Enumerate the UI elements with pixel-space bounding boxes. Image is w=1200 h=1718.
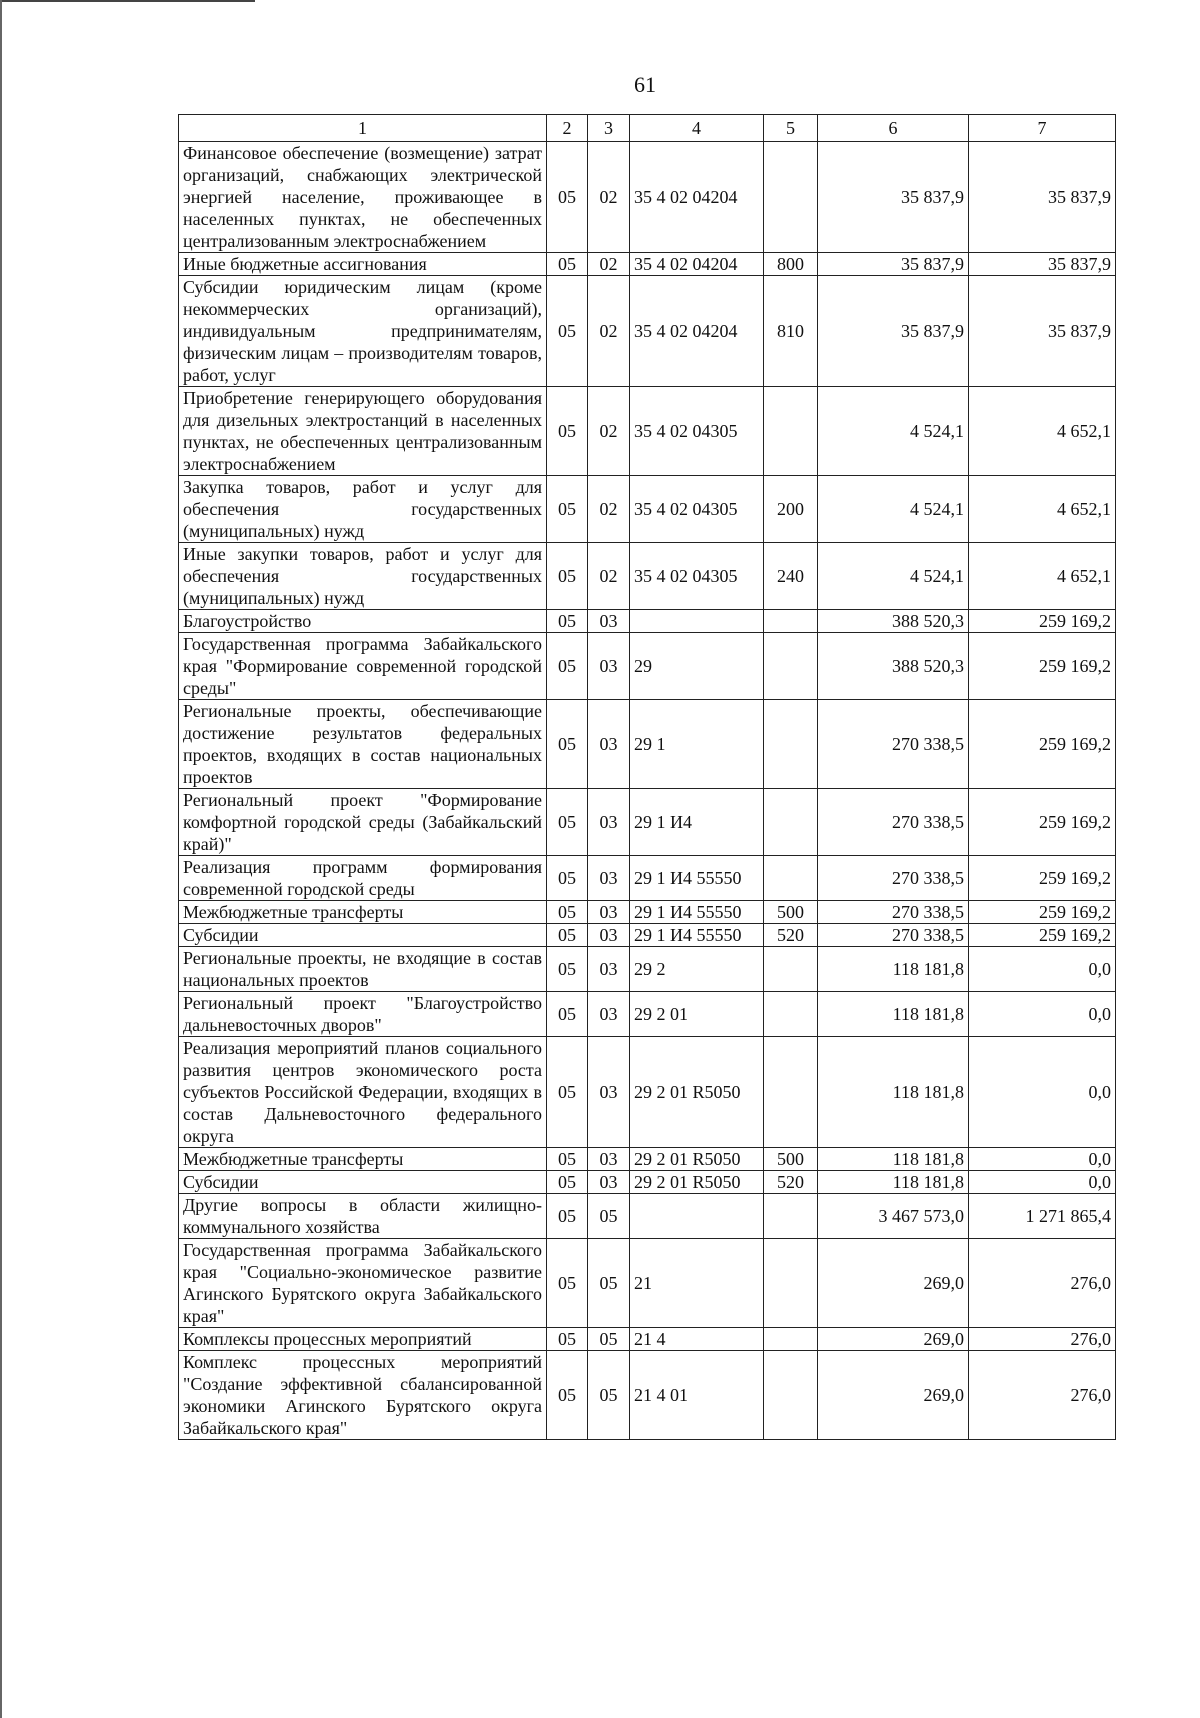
header-cell-1: 1: [179, 115, 547, 142]
subsection-code-cell: 03: [588, 924, 630, 947]
expense-type-cell: [764, 856, 818, 901]
amount-col7-cell: 259 169,2: [969, 700, 1116, 789]
amount-col6-cell: 118 181,8: [818, 1148, 969, 1171]
amount-col7-cell: 259 169,2: [969, 901, 1116, 924]
header-row: [179, 115, 1116, 142]
target-article-cell: 21 4: [630, 1328, 764, 1351]
expense-type-cell: 520: [764, 1171, 818, 1194]
table-row: [179, 1328, 1116, 1351]
row-name-cell: Комплекс процессных мероприятий "Создание эффективной сбалансированной экономики Агинского Бурятского округа Забайкальского края": [179, 1351, 547, 1440]
row-name-cell: Региональные проекты, не входящие в состав национальных проектов: [179, 947, 547, 992]
amount-col6-cell: 4 524,1: [818, 387, 969, 476]
subsection-code-cell: 02: [588, 276, 630, 387]
section-code-cell: 05: [547, 789, 588, 856]
subsection-code-cell: 03: [588, 1171, 630, 1194]
table-row: [179, 856, 1116, 901]
row-name-cell: Реализация мероприятий планов социального развития центров экономического роста субъектов Российской Федерации, входящих в состав Дальневосточного федерального округа: [179, 1037, 547, 1148]
amount-col6-cell: 118 181,8: [818, 1171, 969, 1194]
target-article-cell: 35 4 02 04305: [630, 387, 764, 476]
row-name-cell: Субсидии: [179, 1171, 547, 1194]
section-code-cell: 05: [547, 476, 588, 543]
amount-col6-cell: 3 467 573,0: [818, 1194, 969, 1239]
table-row: [179, 1239, 1116, 1328]
amount-col6-cell: 270 338,5: [818, 856, 969, 901]
row-name-cell: Межбюджетные трансферты: [179, 901, 547, 924]
subsection-code-cell: 03: [588, 992, 630, 1037]
section-code-cell: 05: [547, 1239, 588, 1328]
section-code-cell: 05: [547, 276, 588, 387]
amount-col7-cell: 276,0: [969, 1328, 1116, 1351]
subsection-code-cell: 03: [588, 610, 630, 633]
row-name-cell: Субсидии: [179, 924, 547, 947]
header-cell-5: 5: [764, 115, 818, 142]
target-article-cell: 21 4 01: [630, 1351, 764, 1440]
amount-col6-cell: 118 181,8: [818, 947, 969, 992]
target-article-cell: 35 4 02 04204: [630, 253, 764, 276]
table-row: [179, 276, 1116, 387]
row-name-cell: Региональные проекты, обеспечивающие достижение результатов федеральных проектов, входящих в состав национальных проектов: [179, 700, 547, 789]
amount-col7-cell: 0,0: [969, 1148, 1116, 1171]
amount-col7-cell: 0,0: [969, 1037, 1116, 1148]
subsection-code-cell: 03: [588, 901, 630, 924]
target-article-cell: 29 1 И4 55550: [630, 924, 764, 947]
row-name-cell: Региональный проект "Формирование комфортной городской среды (Забайкальский край)": [179, 789, 547, 856]
section-code-cell: 05: [547, 992, 588, 1037]
table-row: [179, 992, 1116, 1037]
amount-col6-cell: 269,0: [818, 1351, 969, 1440]
subsection-code-cell: 05: [588, 1239, 630, 1328]
expense-type-cell: 200: [764, 476, 818, 543]
subsection-code-cell: 02: [588, 387, 630, 476]
expense-type-cell: [764, 1037, 818, 1148]
amount-col7-cell: 35 837,9: [969, 276, 1116, 387]
amount-col6-cell: 388 520,3: [818, 610, 969, 633]
expense-type-cell: [764, 992, 818, 1037]
target-article-cell: 29 1 И4: [630, 789, 764, 856]
amount-col6-cell: 35 837,9: [818, 276, 969, 387]
table-row: [179, 924, 1116, 947]
target-article-cell: 29 2 01 R5050: [630, 1037, 764, 1148]
row-name-cell: Государственная программа Забайкальского края "Социально-экономическое развитие Агинского Бурятского округа Забайкальского края": [179, 1239, 547, 1328]
section-code-cell: 05: [547, 387, 588, 476]
amount-col6-cell: 118 181,8: [818, 992, 969, 1037]
subsection-code-cell: 03: [588, 856, 630, 901]
amount-col7-cell: 35 837,9: [969, 253, 1116, 276]
expense-type-cell: 520: [764, 924, 818, 947]
row-name-cell: Субсидии юридическим лицам (кроме некоммерческих организаций), индивидуальным предпринимателям, физическим лицам – производителям товаров, работ, услуг: [179, 276, 547, 387]
expense-type-cell: [764, 633, 818, 700]
table-row: [179, 142, 1116, 253]
amount-col7-cell: 276,0: [969, 1351, 1116, 1440]
section-code-cell: 05: [547, 856, 588, 901]
expense-type-cell: [764, 947, 818, 992]
table-row: [179, 476, 1116, 543]
scan-edge-top: [0, 0, 255, 2]
table-row: [179, 1194, 1116, 1239]
table-row: [179, 947, 1116, 992]
expense-type-cell: 800: [764, 253, 818, 276]
target-article-cell: [630, 610, 764, 633]
section-code-cell: 05: [547, 700, 588, 789]
target-article-cell: 35 4 02 04204: [630, 276, 764, 387]
table-row: [179, 1351, 1116, 1440]
expense-type-cell: [764, 1194, 818, 1239]
header-cell-4: 4: [630, 115, 764, 142]
target-article-cell: 35 4 02 04305: [630, 476, 764, 543]
expense-type-cell: [764, 700, 818, 789]
amount-col7-cell: 0,0: [969, 992, 1116, 1037]
header-cell-3: 3: [588, 115, 630, 142]
row-name-cell: Межбюджетные трансферты: [179, 1148, 547, 1171]
amount-col6-cell: 35 837,9: [818, 253, 969, 276]
page-number: 61: [634, 72, 656, 97]
subsection-code-cell: 03: [588, 947, 630, 992]
section-code-cell: 05: [547, 924, 588, 947]
target-article-cell: 29 2 01 R5050: [630, 1148, 764, 1171]
amount-col7-cell: 0,0: [969, 1171, 1116, 1194]
row-name-cell: Иные бюджетные ассигнования: [179, 253, 547, 276]
target-article-cell: 35 4 02 04305: [630, 543, 764, 610]
header-cell-2: 2: [547, 115, 588, 142]
subsection-code-cell: 03: [588, 1037, 630, 1148]
amount-col7-cell: 4 652,1: [969, 543, 1116, 610]
expense-type-cell: [764, 610, 818, 633]
row-name-cell: Региональный проект "Благоустройство дальневосточных дворов": [179, 992, 547, 1037]
expense-type-cell: [764, 142, 818, 253]
subsection-code-cell: 05: [588, 1328, 630, 1351]
subsection-code-cell: 02: [588, 142, 630, 253]
table-row: [179, 253, 1116, 276]
table-row: [179, 1171, 1116, 1194]
section-code-cell: 05: [547, 633, 588, 700]
expense-type-cell: 240: [764, 543, 818, 610]
target-article-cell: 29 2: [630, 947, 764, 992]
section-code-cell: 05: [547, 1037, 588, 1148]
amount-col6-cell: 270 338,5: [818, 924, 969, 947]
amount-col6-cell: 270 338,5: [818, 700, 969, 789]
target-article-cell: 29 1: [630, 700, 764, 789]
table-row: [179, 543, 1116, 610]
expense-type-cell: 500: [764, 901, 818, 924]
expense-type-cell: 500: [764, 1148, 818, 1171]
row-name-cell: Комплексы процессных мероприятий: [179, 1328, 547, 1351]
amount-col7-cell: 259 169,2: [969, 633, 1116, 700]
target-article-cell: 29: [630, 633, 764, 700]
row-name-cell: Иные закупки товаров, работ и услуг для обеспечения государственных (муниципальных) нужд: [179, 543, 547, 610]
subsection-code-cell: 05: [588, 1351, 630, 1440]
amount-col6-cell: 269,0: [818, 1239, 969, 1328]
table-row: [179, 1037, 1116, 1148]
subsection-code-cell: 03: [588, 633, 630, 700]
section-code-cell: 05: [547, 610, 588, 633]
amount-col6-cell: 270 338,5: [818, 789, 969, 856]
expense-type-cell: [764, 789, 818, 856]
section-code-cell: 05: [547, 1328, 588, 1351]
table-row: [179, 633, 1116, 700]
table-row: [179, 1148, 1116, 1171]
amount-col7-cell: 1 271 865,4: [969, 1194, 1116, 1239]
subsection-code-cell: 02: [588, 476, 630, 543]
subsection-code-cell: 03: [588, 789, 630, 856]
section-code-cell: 05: [547, 1194, 588, 1239]
subsection-code-cell: 03: [588, 700, 630, 789]
table-row: [179, 610, 1116, 633]
row-name-cell: Финансовое обеспечение (возмещение) затрат организаций, снабжающих электрической энергией население, проживающее в населенных пунктах, не обеспеченных централизованным электроснабжением: [179, 142, 547, 253]
section-code-cell: 05: [547, 947, 588, 992]
subsection-code-cell: 05: [588, 1194, 630, 1239]
header-cell-7: 7: [969, 115, 1116, 142]
target-article-cell: 29 1 И4 55550: [630, 856, 764, 901]
target-article-cell: 29 1 И4 55550: [630, 901, 764, 924]
section-code-cell: 05: [547, 901, 588, 924]
row-name-cell: Приобретение генерирующего оборудования для дизельных электростанций в населенных пунктах, не обеспеченных централизованным электроснабжением: [179, 387, 547, 476]
amount-col6-cell: 388 520,3: [818, 633, 969, 700]
amount-col6-cell: 4 524,1: [818, 476, 969, 543]
target-article-cell: 29 2 01: [630, 992, 764, 1037]
amount-col7-cell: 35 837,9: [969, 142, 1116, 253]
header-cell-6: 6: [818, 115, 969, 142]
section-code-cell: 05: [547, 142, 588, 253]
section-code-cell: 05: [547, 253, 588, 276]
row-name-cell: Закупка товаров, работ и услуг для обеспечения государственных (муниципальных) нужд: [179, 476, 547, 543]
table-row: [179, 789, 1116, 856]
section-code-cell: 05: [547, 1351, 588, 1440]
target-article-cell: [630, 1194, 764, 1239]
amount-col7-cell: 259 169,2: [969, 924, 1116, 947]
section-code-cell: 05: [547, 543, 588, 610]
row-name-cell: Благоустройство: [179, 610, 547, 633]
section-code-cell: 05: [547, 1148, 588, 1171]
row-name-cell: Государственная программа Забайкальского края "Формирование современной городской среды": [179, 633, 547, 700]
scan-edge-left: [0, 0, 2, 1718]
target-article-cell: 21: [630, 1239, 764, 1328]
row-name-cell: Другие вопросы в области жилищно-коммунального хозяйства: [179, 1194, 547, 1239]
amount-col6-cell: 118 181,8: [818, 1037, 969, 1148]
target-article-cell: 29 2 01 R5050: [630, 1171, 764, 1194]
budget-table: [178, 114, 1116, 1440]
expense-type-cell: [764, 387, 818, 476]
amount-col6-cell: 35 837,9: [818, 142, 969, 253]
expense-type-cell: [764, 1328, 818, 1351]
expense-type-cell: [764, 1239, 818, 1328]
row-name-cell: Реализация программ формирования современной городской среды: [179, 856, 547, 901]
table-row: [179, 901, 1116, 924]
amount-col7-cell: 4 652,1: [969, 387, 1116, 476]
table-row: [179, 387, 1116, 476]
amount-col6-cell: 270 338,5: [818, 901, 969, 924]
amount-col7-cell: 276,0: [969, 1239, 1116, 1328]
subsection-code-cell: 02: [588, 253, 630, 276]
amount-col6-cell: 269,0: [818, 1328, 969, 1351]
amount-col7-cell: 4 652,1: [969, 476, 1116, 543]
subsection-code-cell: 02: [588, 543, 630, 610]
section-code-cell: 05: [547, 1171, 588, 1194]
expense-type-cell: 810: [764, 276, 818, 387]
target-article-cell: 35 4 02 04204: [630, 142, 764, 253]
amount-col7-cell: 259 169,2: [969, 856, 1116, 901]
amount-col7-cell: 259 169,2: [969, 789, 1116, 856]
amount-col7-cell: 259 169,2: [969, 610, 1116, 633]
subsection-code-cell: 03: [588, 1148, 630, 1171]
table-row: [179, 700, 1116, 789]
expense-type-cell: [764, 1351, 818, 1440]
amount-col7-cell: 0,0: [969, 947, 1116, 992]
amount-col6-cell: 4 524,1: [818, 543, 969, 610]
